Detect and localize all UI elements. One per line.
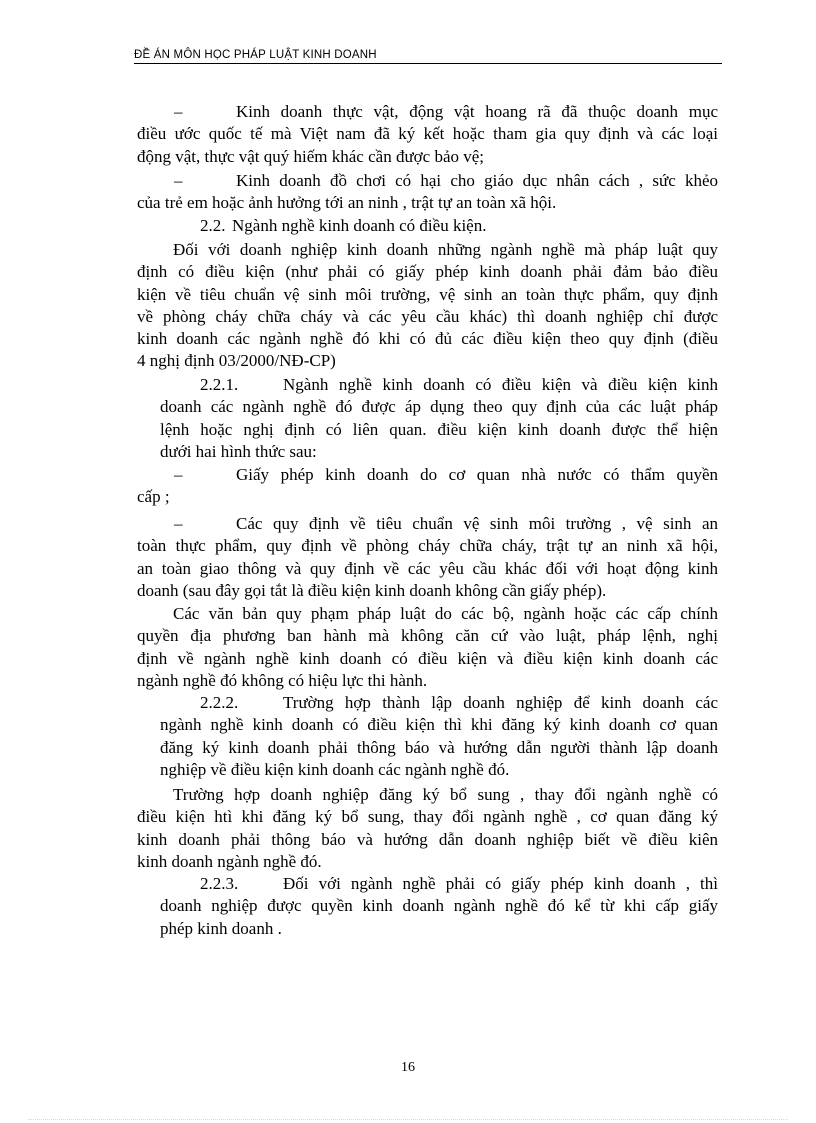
line-text: Ngành nghề kinh doanh có điều kiện và điều kiện kinh bbox=[283, 375, 718, 394]
text-line: 4 nghị định 03/2000/NĐ-CP) bbox=[137, 351, 336, 371]
text-line bbox=[160, 873, 718, 895]
text-line: về phòng cháy chữa cháy và các yêu cầu khác) thì doanh nghiệp chỉ được bbox=[137, 306, 718, 326]
running-header: ĐỀ ÁN MÔN HỌC PHÁP LUẬT KINH DOANH bbox=[134, 49, 722, 64]
text-line bbox=[137, 101, 718, 123]
paragraph bbox=[137, 464, 718, 509]
text-line: ngành nghề đó không có hiệu lực thi hành. bbox=[137, 670, 428, 690]
list-marker: – bbox=[174, 102, 183, 121]
list-marker: 2.2.3. bbox=[200, 874, 239, 893]
text-line: động vật, thực vật quý hiếm khác cần được bảo vệ; bbox=[137, 146, 485, 166]
paragraph bbox=[137, 101, 718, 168]
text-line: đăng ký kinh doanh phải thông báo và hướng dẫn người thành lập doanh bbox=[160, 737, 718, 757]
list-marker: 2.2.1. bbox=[200, 375, 239, 394]
text-line: dưới hai hình thức sau: bbox=[160, 441, 317, 461]
page-edge-divider bbox=[28, 1119, 788, 1120]
text-line bbox=[160, 374, 718, 396]
text-line: an toàn giao thông và quy định về các yêu cầu khác đối với hoạt động kinh bbox=[137, 558, 718, 578]
text-line: toàn thực phẩm, quy định về phòng cháy chữa cháy, trật tự an ninh xã hội, bbox=[137, 536, 718, 556]
text-line: nghiệp về điều kiện kinh doanh các ngành nghề đó. bbox=[160, 759, 510, 779]
text-line: của trẻ em hoặc ảnh hưởng tới an ninh , trật tự an toàn xã hội. bbox=[137, 193, 557, 213]
line-text: Đối với ngành nghề phải có giấy phép kinh doanh , thì bbox=[283, 874, 718, 893]
paragraph bbox=[137, 170, 718, 215]
text-line: định có điều kiện (như phải có giấy phép kinh doanh phải đảm bảo điều bbox=[137, 262, 718, 282]
text-line: điều kiện htì khi đăng ký bổ sung, thay đổi ngành nghề , cơ quan đăng ký bbox=[137, 807, 718, 827]
text-line: điều ước quốc tế mà Việt nam đã ký kết hoặc tham gia quy định và các loại bbox=[137, 124, 718, 144]
line-text: Các quy định về tiêu chuẩn vệ sinh môi trường , vệ sinh an bbox=[236, 514, 718, 533]
text-line bbox=[137, 464, 718, 486]
paragraph bbox=[160, 374, 718, 463]
text-line bbox=[137, 513, 718, 535]
page-number: 16 bbox=[401, 1060, 415, 1075]
line-text: Ngành nghề kinh doanh có điều kiện. bbox=[232, 216, 487, 235]
text-line: Đối với doanh nghiệp kinh doanh những ngành nghề mà pháp luật quy bbox=[173, 240, 718, 259]
text-line: cấp ; bbox=[137, 487, 170, 507]
paragraph bbox=[137, 513, 718, 602]
paragraph bbox=[137, 603, 718, 692]
text-line: doanh nghiệp được quyền kinh doanh ngành nghề đó kể từ khi cấp giấy bbox=[160, 896, 718, 916]
text-line: phép kinh doanh . bbox=[160, 918, 282, 938]
line-text: Kinh doanh đồ chơi có hại cho giáo dục nhân cách , sức khẻo bbox=[236, 171, 718, 190]
text-line bbox=[160, 692, 718, 714]
paragraph bbox=[160, 692, 718, 781]
text-line: kiện về tiêu chuẩn vệ sinh môi trường, vệ sinh an toàn thực phẩm, quy định bbox=[137, 284, 718, 304]
text-line: ngành nghề kinh doanh có điều kiện thì khi đăng ký kinh doanh cơ quan bbox=[160, 715, 718, 735]
list-marker: 2.2.2. bbox=[200, 693, 239, 712]
text-line: định về ngành nghề kinh doanh có điều kiện và điều kiện kinh doanh các bbox=[137, 648, 718, 668]
paragraph bbox=[137, 784, 718, 873]
text-line: Trường hợp doanh nghiệp đăng ký bổ sung , thay đổi ngành nghề có bbox=[173, 785, 718, 804]
paragraph bbox=[160, 873, 718, 940]
text-line: kinh doanh ngành nghề đó. bbox=[137, 851, 322, 871]
text-line: kinh doanh phải thông báo và hướng dẫn doanh nghiệp biết về điều kiên bbox=[137, 829, 718, 849]
list-marker: – bbox=[174, 171, 183, 190]
paragraph bbox=[137, 239, 718, 373]
text-line: Các văn bản quy phạm pháp luật do các bộ, ngành hoặc các cấp chính bbox=[173, 604, 718, 623]
text-line bbox=[137, 170, 718, 192]
list-marker: – bbox=[174, 514, 183, 533]
text-line bbox=[200, 215, 718, 237]
paragraph bbox=[200, 215, 718, 237]
text-line: doanh (sau đây gọi tắt là điều kiện kinh doanh không cần giấy phép). bbox=[137, 580, 607, 600]
line-text: Kinh doanh thực vật, động vật hoang rã đã thuộc doanh mục bbox=[236, 102, 718, 121]
text-line: doanh các ngành nghề đó được áp dụng theo quy định của các luật pháp bbox=[160, 397, 718, 417]
list-marker: – bbox=[174, 465, 183, 484]
text-line: quyền địa phương ban hành mà không căn cứ vào luật, pháp lệnh, nghị bbox=[137, 626, 718, 646]
line-text: Trường hợp thành lập doanh nghiệp để kinh doanh các bbox=[283, 693, 718, 712]
text-line: lệnh hoặc nghị định có liên quan. điều kiện kinh doanh được thể hiện bbox=[160, 419, 718, 439]
line-text: Giấy phép kinh doanh do cơ quan nhà nước có thẩm quyền bbox=[236, 465, 718, 484]
list-marker: 2.2. bbox=[200, 216, 226, 235]
text-line: kinh doanh các ngành nghề đó khi có đủ các điều kiện theo quy định (điều bbox=[137, 329, 718, 349]
